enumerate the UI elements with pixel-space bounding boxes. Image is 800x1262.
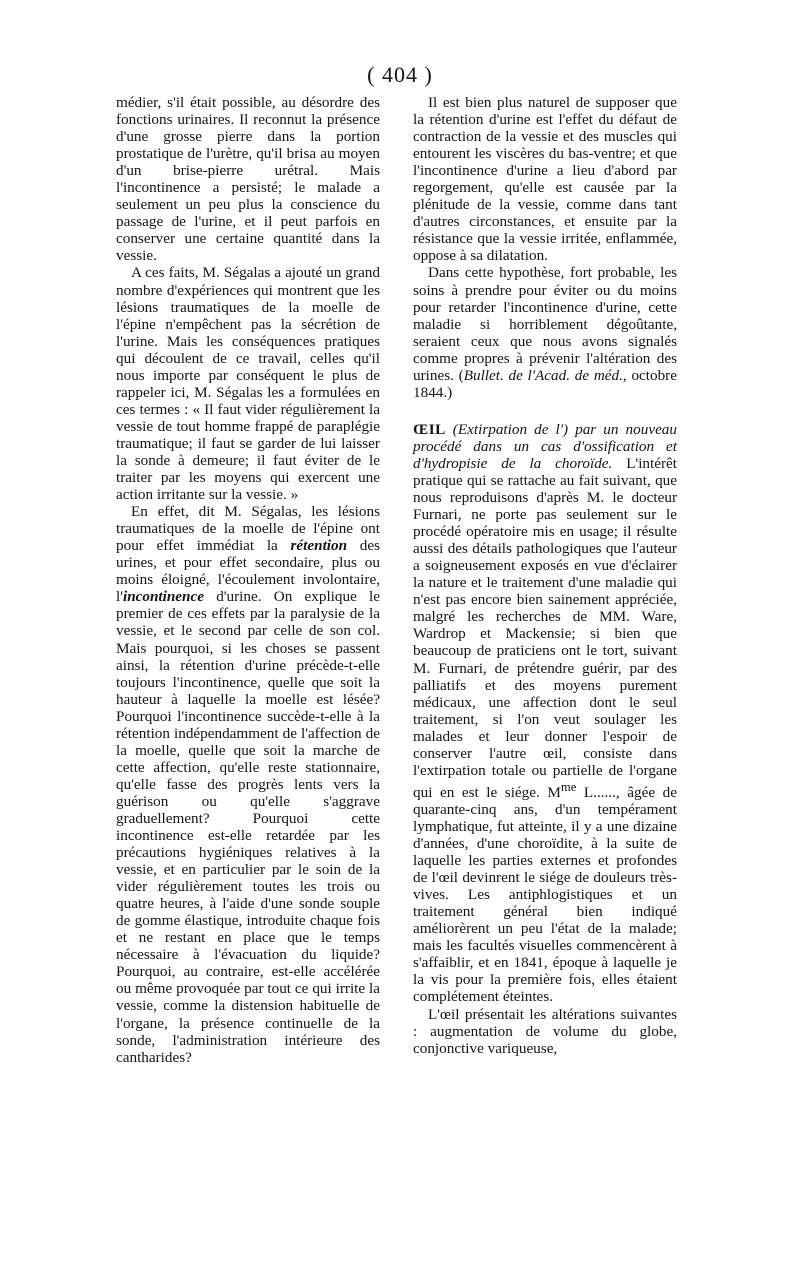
text-run: L'intérêt pratique qui se rattache au fait suivant, que nous reproduisons d'après M. le docteur Furnari, ne porte pas seulement sur le procédé opératoire mis en usage; il résulte aussi des détails pathologiques que l'auteur a soigneusement exposés en vue d'éclairer la nature et le traitement d'une maladie qui n'est pas encore bien sainement appréciée, malgré les recherches de MM. Ware, Wardrop et Mackensie; si bien que beaucoup de praticiens ont le tort, suivant M. Furnari, de prétendre guérir, par des palliatifs et des moyens purement médicaux, une affection dont le seul traitement, si l'on veut soulager les malades et leur donner l'espoir de conserver l'autre œil, consiste dans l'extirpation totale ou partielle de l'organe qui en est le siége. M bbox=[413, 454, 678, 801]
article-entry bbox=[413, 421, 677, 1006]
paragraph: L'œil présentait les altérations suivantes : augmentation de volume du globe, conjonctive variqueuse, bbox=[413, 1005, 677, 1057]
text-run: L......, âgée de quarante-cinq ans, d'un tempérament lymphatique, fut atteinte, il y a une dizaine d'années, d'une choroïdite, à la suite de laquelle les parties externes et profondes de l'œil devinrent le siége de douleurs très-vives. Les antiphlogistiques et un traitement général bien indiqué améliorèrent un peu l'état de la malade; mais les facultés visuelles commencèrent à s'affaiblir, et en 1841, époque à laquelle je la vis pour la première fois, elles étaient complétement éteintes. bbox=[413, 783, 677, 1006]
paragraph: A ces faits, M. Ségalas a ajouté un grand nombre d'expériences qui montrent que les lésions traumatiques de la moelle de l'épine n'empêchent pas la sécrétion de l'urine. Mais les conséquences pratiques qui découlent de ce travail, celles qu'il nous importe par conséquent le plus de rappeler ici, M. Ségalas les a formulées en ces termes : « Il faut vider régulièrement la vessie de tout homme frappé de paraplégie traumatique; il faut se garder de lui laisser la sonde à demeure; il faut éviter de le traiter par les moyens qui exercent une action irritante sur la vessie. » bbox=[116, 264, 380, 504]
right-column bbox=[413, 94, 677, 1057]
emphasis-retention: rétention bbox=[290, 537, 348, 555]
text-run: , octobre 1844.) bbox=[413, 366, 677, 401]
citation: Bullet. de l'Acad. de méd. bbox=[463, 366, 623, 384]
text-run: En effet, dit M. Ségalas, les lésions traumatiques de la moelle de l'épine ont pour effet immédiat la bbox=[116, 503, 380, 555]
article-headword: ŒIL bbox=[413, 420, 446, 438]
paragraph: Il est bien plus naturel de supposer que la rétention d'urine est l'effet du défaut de contraction de la vessie et des muscles qui entourent les viscères du bas-ventre; et que l'incontinence d'urine a lieu d'abord par regorgement, qu'elle est causée par la plénitude de la vessie, comme dans tant d'autres circonstances, et ensuite par la résistance que la vessie irritée, enflammée, oppose à sa dilatation. bbox=[413, 94, 677, 265]
text-run: Dans cette hypothèse, fort probable, les soins à prendre pour éviter ou du moins pour retarder l'incontinence d'urine, cette maladie si horriblement dégoûtante, seraient ceux que nous avons signalés comme propres à prévenir l'altération des urines. ( bbox=[413, 264, 677, 384]
paragraph bbox=[413, 264, 677, 400]
text-run: d'urine. On explique le premier de ces effets par la paralysie de la vessie, et le second par celle de son col. Mais pourquoi, si les choses se passent ainsi, la rétention d'urine précède-t-elle toujours l'incontinence, quelle que soit la hauteur à laquelle la moelle est lésée? Pourquoi l'incontinence succède-t-elle à la rétention indépendamment de l'affection de la moelle, quelle que soit la marche de cette affection, qu'elle reste stationnaire, qu'elle fasse des progrès lents vers la guérison ou qu'elle s'aggrave graduellement? Pourquoi cette incontinence est-elle retardée par les précautions hygiéniques relatives à la vessie, et en particulier par le soin de la vider régulièrement toutes les trois ou quatre heures, à l'aide d'une sonde souple de gomme élastique, introduite chaque fois et ne restant en place que le temps nécessaire à l'évacuation du liquide? Pourquoi, au contraire, est-elle accélérée ou même provoquée par tout ce qui irrite la vessie, comme la distension habituelle de l'organe, la présence continuelle de la sonde, l'administration intérieure des cantharides? bbox=[116, 588, 380, 1066]
text-run: des urines, et pour effet secondaire, plus ou moins éloigné, l'écoulement involontaire, l' bbox=[116, 537, 381, 606]
emphasis-incontinence: incontinence bbox=[122, 588, 204, 606]
page-number: ( 404 ) bbox=[367, 62, 433, 87]
superscript: me bbox=[560, 779, 577, 794]
paragraph bbox=[116, 503, 380, 1066]
article-title: (Extirpation de l') par un nouveau procédé dans un cas d'ossification et d'hydropisie de la choroïde. bbox=[413, 420, 677, 472]
left-column bbox=[116, 94, 380, 1066]
paragraph: médier, s'il était possible, au désordre des fonctions urinaires. Il reconnut la présence d'une grosse pierre dans la portion prostatique de l'urètre, qu'il brisa au moyen d'un brise-pierre urétral. Mais l'incontinence a persisté; le malade a seulement un peu plus la conscience du passage de l'urine, et il peut parfois en conserver une certaine quantité dans la vessie. bbox=[116, 94, 380, 265]
